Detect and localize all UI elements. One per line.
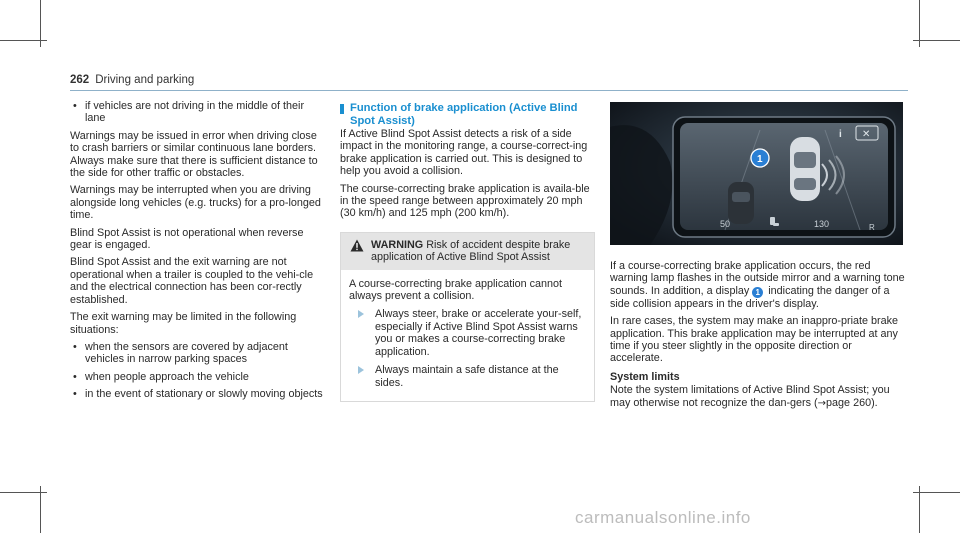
arrow-right-icon: [358, 310, 364, 318]
cluster-illustration: [610, 102, 903, 245]
crop-mark: [40, 486, 41, 533]
section-title: Function of brake application (Active Blind Spot Assist): [340, 102, 595, 127]
crop-mark: [0, 492, 47, 493]
paragraph: Blind Spot Assist and the exit warning are not operational when a trailer is coupled to the vehi-cle and the electrical connection has been cor-rectly established.: [70, 256, 314, 306]
bullet-icon: •: [73, 100, 77, 112]
paragraph: Warnings may be interrupted when you are driving alongside long vehicles (e.g. trucks) for a pro-longed time.: [70, 184, 321, 222]
crop-mark: [919, 486, 920, 533]
speed-left-label: 50: [720, 219, 731, 229]
paragraph: Note the system limitations of Active Blind Spot Assist; you may otherwise not recognize the dan-gers (→page 260).: [610, 384, 890, 409]
crop-mark: [913, 492, 960, 493]
instrument-cluster-figure: [610, 102, 903, 245]
gear-label: R: [869, 223, 875, 232]
page-link-arrow-icon[interactable]: →: [817, 397, 827, 409]
warning-title: WARNING: [371, 238, 424, 251]
bullet-icon: •: [73, 388, 77, 401]
paragraph: If a course-correcting brake application occurs, the red warning lamp flashes in the outside mirror and a warning tone sounds. In addition, a display 1 indicating the danger of a side collision appears in the driver's display.: [610, 260, 905, 310]
action-item: Always steer, brake or accelerate your-self, especially if Active Blind Spot Assist warns you or makes a course-correcting brake application.: [349, 308, 586, 358]
column-middle: [340, 102, 595, 402]
bullet-icon: •: [73, 370, 77, 383]
warning-body: [341, 270, 594, 401]
crop-mark: [0, 40, 47, 41]
paragraph: In rare cases, the system may make an inappro-priate brake application. This brake application may be interrupted at any time if you steer slightly in the opposite direction or accelerate.: [610, 315, 899, 365]
section-name: Driving and parking: [95, 74, 195, 86]
warning-text: A course-correcting brake application cannot always prevent a collision.: [349, 277, 563, 303]
list-item: • in the event of stationary or slowly moving objects: [73, 388, 323, 401]
marker-1-badge: 1: [752, 287, 763, 298]
bullet-icon: •: [73, 340, 77, 353]
page-header: [70, 74, 194, 86]
list-item: • when people approach the vehicle: [73, 370, 249, 383]
paragraph: Blind Spot Assist is not operational when reverse gear is engaged.: [70, 226, 304, 252]
warning-heading: Risk of accident despite brake application of Active Blind Spot Assist: [371, 238, 571, 264]
list-item: • when the sensors are covered by adjacent vehicles in narrow parking spaces: [73, 340, 288, 366]
column-left: [70, 100, 325, 406]
paragraph: The exit warning may be limited in the following situations:: [70, 311, 297, 336]
crop-mark: [913, 40, 960, 41]
warning-header: [341, 233, 594, 270]
watermark: carmanualsonline.info: [575, 508, 751, 527]
marker-1-label: 1: [757, 154, 763, 165]
arrow-right-icon: [358, 366, 364, 374]
warning-triangle-icon: [350, 239, 364, 252]
page-number: 262: [70, 74, 90, 86]
header-rule: [70, 90, 908, 91]
info-icon: i: [839, 129, 842, 140]
warning-box: [340, 232, 595, 402]
close-icon: ✕: [862, 129, 871, 140]
list-item: • if vehicles are not driving in the middle of their lane: [73, 100, 305, 125]
page-link[interactable]: page 260).: [826, 396, 878, 409]
paragraph: The course-correcting brake application is availa-ble in the speed range between approximately 20 mph (30 km/h) and 125 mph (200 km/h).: [340, 182, 590, 220]
speed-right-label: 130: [814, 219, 830, 229]
action-item: Always maintain a safe distance at the sides.: [349, 364, 586, 389]
column-right: [610, 260, 905, 415]
subheading: System limits: [610, 370, 680, 383]
section-marker: [340, 104, 344, 114]
paragraph: If Active Blind Spot Assist detects a risk of a side impact in the monitoring range, a course-correct-ing brake application is carried out. This is designed to help you avoid a collision.: [340, 128, 588, 178]
paragraph: Warnings may be issued in error when driving close to crash barriers or similar continuous lane borders. Always make sure that there is sufficient distance to the side for other traffic or obstacles.: [70, 129, 318, 180]
